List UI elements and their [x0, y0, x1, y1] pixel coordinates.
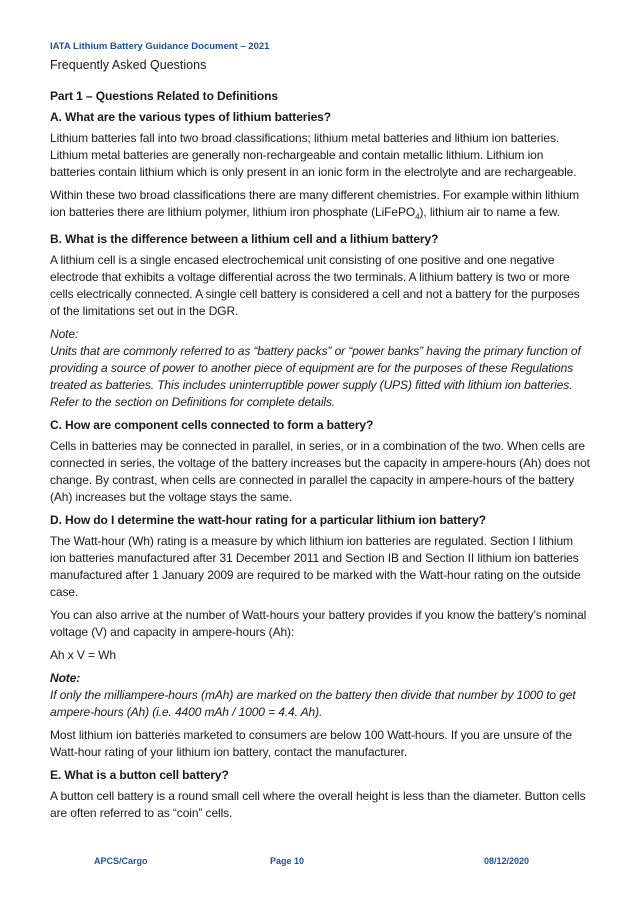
section-e-paragraph-1: A button cell battery is a round small cell where the overall height is less than the diameter. Button cells are often referred to as “coin” cells.: [50, 789, 586, 821]
section-a-heading: A. What are the various types of lithium batteries?: [50, 110, 331, 124]
part-heading: Part 1 – Questions Related to Definitions: [50, 89, 278, 103]
section-d-paragraph-2: You can also arrive at the number of Watt-hours your battery provides if you know the battery’s nominal voltage (V) and capacity in ampere-hours (Ah):: [50, 608, 587, 640]
section-c-paragraph-1: Cells in batteries may be connected in parallel, in series, or in a combination of the two. When cells are connected in series, the voltage of the battery increases but the capacity in ampere-hours (Ah) does not change. By contrast, when cells are connected in parallel the capacity in ampere-hours of the battery (Ah) increases but the voltage stays the same.: [50, 439, 590, 505]
section-d-note-label: Note:: [50, 671, 81, 686]
document-subheader: Frequently Asked Questions: [50, 58, 207, 72]
section-a-paragraph-1: Lithium batteries fall into two broad classifications; lithium metal batteries and lithium ion batteries. Lithium metal batteries are generally non-rechargeable and contain metallic lithium. Lithium ion batteries contain lithium which is only present in an ionic form in the electrolyte and are rechargeable.: [50, 131, 577, 179]
footer-department: APCS/Cargo: [94, 856, 148, 866]
section-b-note-label: Note:: [50, 327, 79, 342]
section-a-paragraph-2: [50, 187, 590, 225]
document-header-title: IATA Lithium Battery Guidance Document – 2021: [50, 41, 270, 52]
section-c-heading: C. How are component cells connected to form a battery?: [50, 418, 374, 433]
document-body: [50, 88, 590, 828]
section-e-heading: E. What is a button cell battery?: [50, 768, 229, 783]
section-b-heading: B. What is the difference between a lithium cell and a lithium battery?: [50, 232, 439, 247]
section-d-paragraph-1: The Watt-hour (Wh) rating is a measure by which lithium ion batteries are regulated. Section I lithium ion batteries manufactured after 31 December 2011 and Section IB and Section II lithium ion batteries manufactured after 1 January 2009 are required to be marked with the Watt-hour rating on the outside case.: [50, 534, 581, 600]
section-d-note-text: If only the milliampere-hours (mAh) are marked on the battery then divide that number by 1000 to get ampere-hours (Ah) (i.e. 4400 mAh / 1000 = 4.4. Ah).: [50, 688, 576, 720]
section-d-paragraph-3: Most lithium ion batteries marketed to consumers are below 100 Watt-hours. If you are unsure of the Watt-hour rating of your lithium ion battery, contact the manufacturer.: [50, 728, 572, 760]
footer-date: 08/12/2020: [484, 856, 530, 866]
section-b-note-text: Units that are commonly referred to as “battery packs” or “power banks” having the primary function of providing a source of power to another piece of equipment are for the purposes of these Regulations treated as batteries. This includes uninterruptible power supply (UPS) fitted with lithium ion batteries. Refer to the section on Definitions for complete details.: [50, 344, 581, 410]
section-b-paragraph-1: A lithium cell is a single encased electrochemical unit consisting of one positive and one negative electrode that exhibits a voltage differential across the two terminals. A lithium battery is two or more cells electrically connected. A single cell battery is considered a cell and not a battery for the purposes of the limitations set out in the DGR.: [50, 253, 580, 319]
section-d-heading: D. How do I determine the watt-hour rating for a particular lithium ion battery?: [50, 513, 487, 528]
section-a-p2-text-end: ), lithium air to name a few.: [419, 205, 560, 219]
section-a-p2-text: Within these two broad classifications there are many different chemistries. For example within lithium ion batteries there are lithium polymer, lithium iron phosphate (LiFePO: [50, 188, 580, 219]
watt-hour-formula: Ah x V = Wh: [50, 648, 116, 663]
section-a-p2-subscript: 4: [415, 212, 420, 222]
footer-page-number: Page 10: [270, 856, 305, 866]
